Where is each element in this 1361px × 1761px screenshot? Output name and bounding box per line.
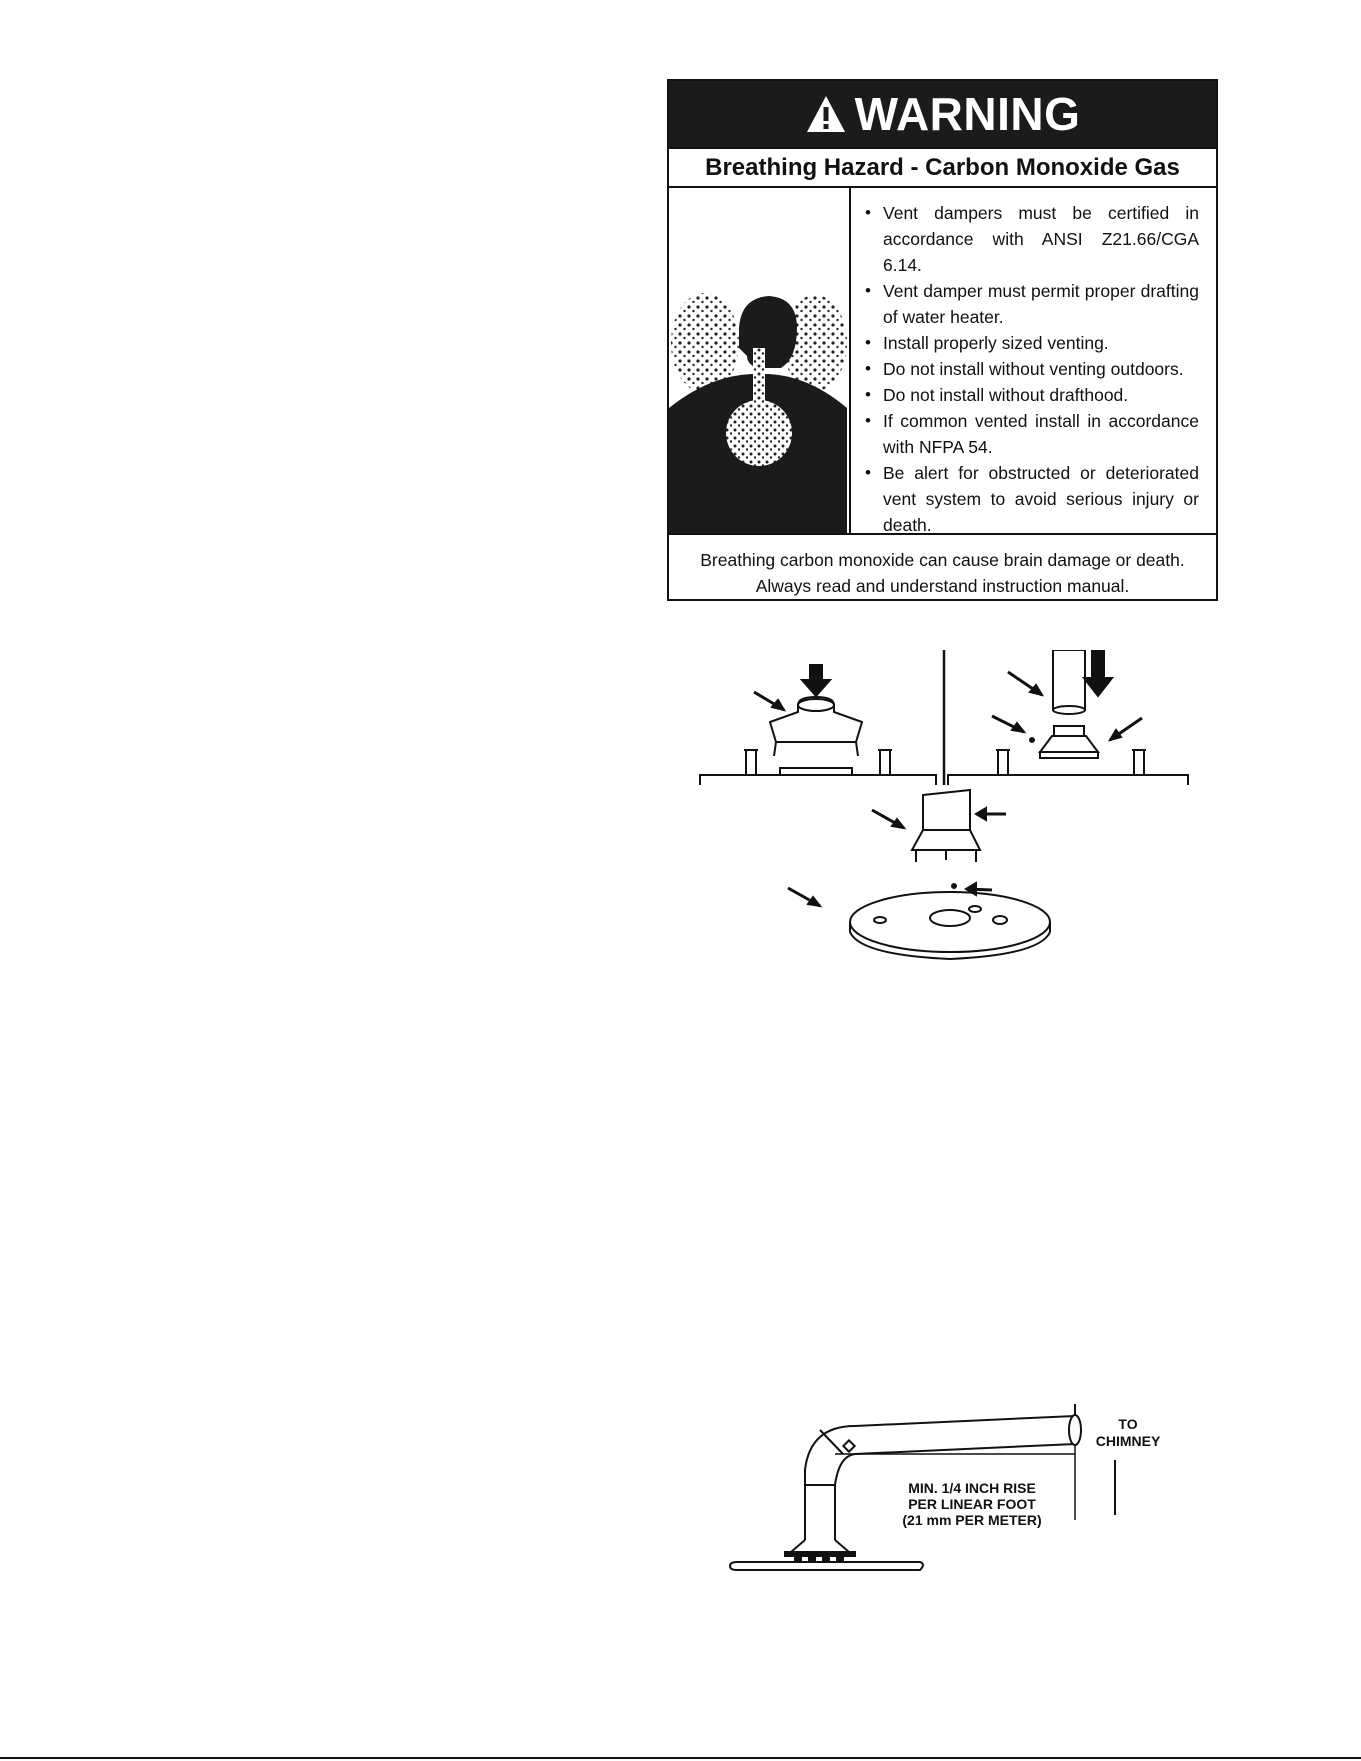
warning-item: • Vent dampers must be certified in accordance with ANSI Z21.66/CGA 6.14. bbox=[863, 200, 1199, 278]
warning-subheading: Breathing Hazard - Carbon Monoxide Gas bbox=[669, 147, 1216, 188]
down-arrow-icon bbox=[1084, 650, 1112, 696]
warning-footer-line1: Breathing carbon monoxide can cause brain damage or death. bbox=[700, 550, 1185, 570]
warning-body bbox=[669, 188, 1216, 535]
heater-top-left bbox=[700, 697, 936, 785]
person-inhaling-gas-icon bbox=[669, 188, 847, 533]
to-chimney-label: TO CHIMNEY bbox=[1095, 1416, 1161, 1449]
page-bottom-rule bbox=[0, 1757, 1361, 1759]
rise-label-line1: MIN. 1/4 INCH RISE bbox=[908, 1480, 1036, 1496]
rise-label-line2: PER LINEAR FOOT bbox=[908, 1496, 1036, 1512]
warning-triangle-icon bbox=[805, 93, 847, 135]
heater-top-right bbox=[948, 650, 1188, 785]
warning-footer-line2: Always read and understand instruction manual. bbox=[755, 576, 1130, 596]
warning-item: • Be alert for obstructed or deteriorated vent system to avoid serious injury or death. bbox=[863, 460, 1199, 538]
rise-label bbox=[882, 1480, 1062, 1528]
warning-header bbox=[669, 81, 1216, 147]
warning-label bbox=[667, 79, 1218, 601]
warning-item: • If common vented install in accordance with NFPA 54. bbox=[863, 408, 1199, 460]
rise-label-line3: (21 mm PER METER) bbox=[902, 1512, 1042, 1528]
drafthood-installation-diagram bbox=[680, 650, 1220, 980]
warning-item: • Vent damper must permit proper drafting of water heater. bbox=[863, 278, 1199, 330]
warning-list bbox=[851, 188, 1216, 533]
warning-item: • Do not install without venting outdoors. bbox=[863, 356, 1199, 382]
warning-item: • Install properly sized venting. bbox=[863, 330, 1199, 356]
warning-item: • Do not install without drafthood. bbox=[863, 382, 1199, 408]
down-arrow-icon bbox=[802, 665, 830, 696]
breathing-hazard-pictogram bbox=[669, 188, 851, 533]
warning-footer bbox=[669, 535, 1216, 599]
warning-heading: WARNING bbox=[854, 88, 1081, 140]
